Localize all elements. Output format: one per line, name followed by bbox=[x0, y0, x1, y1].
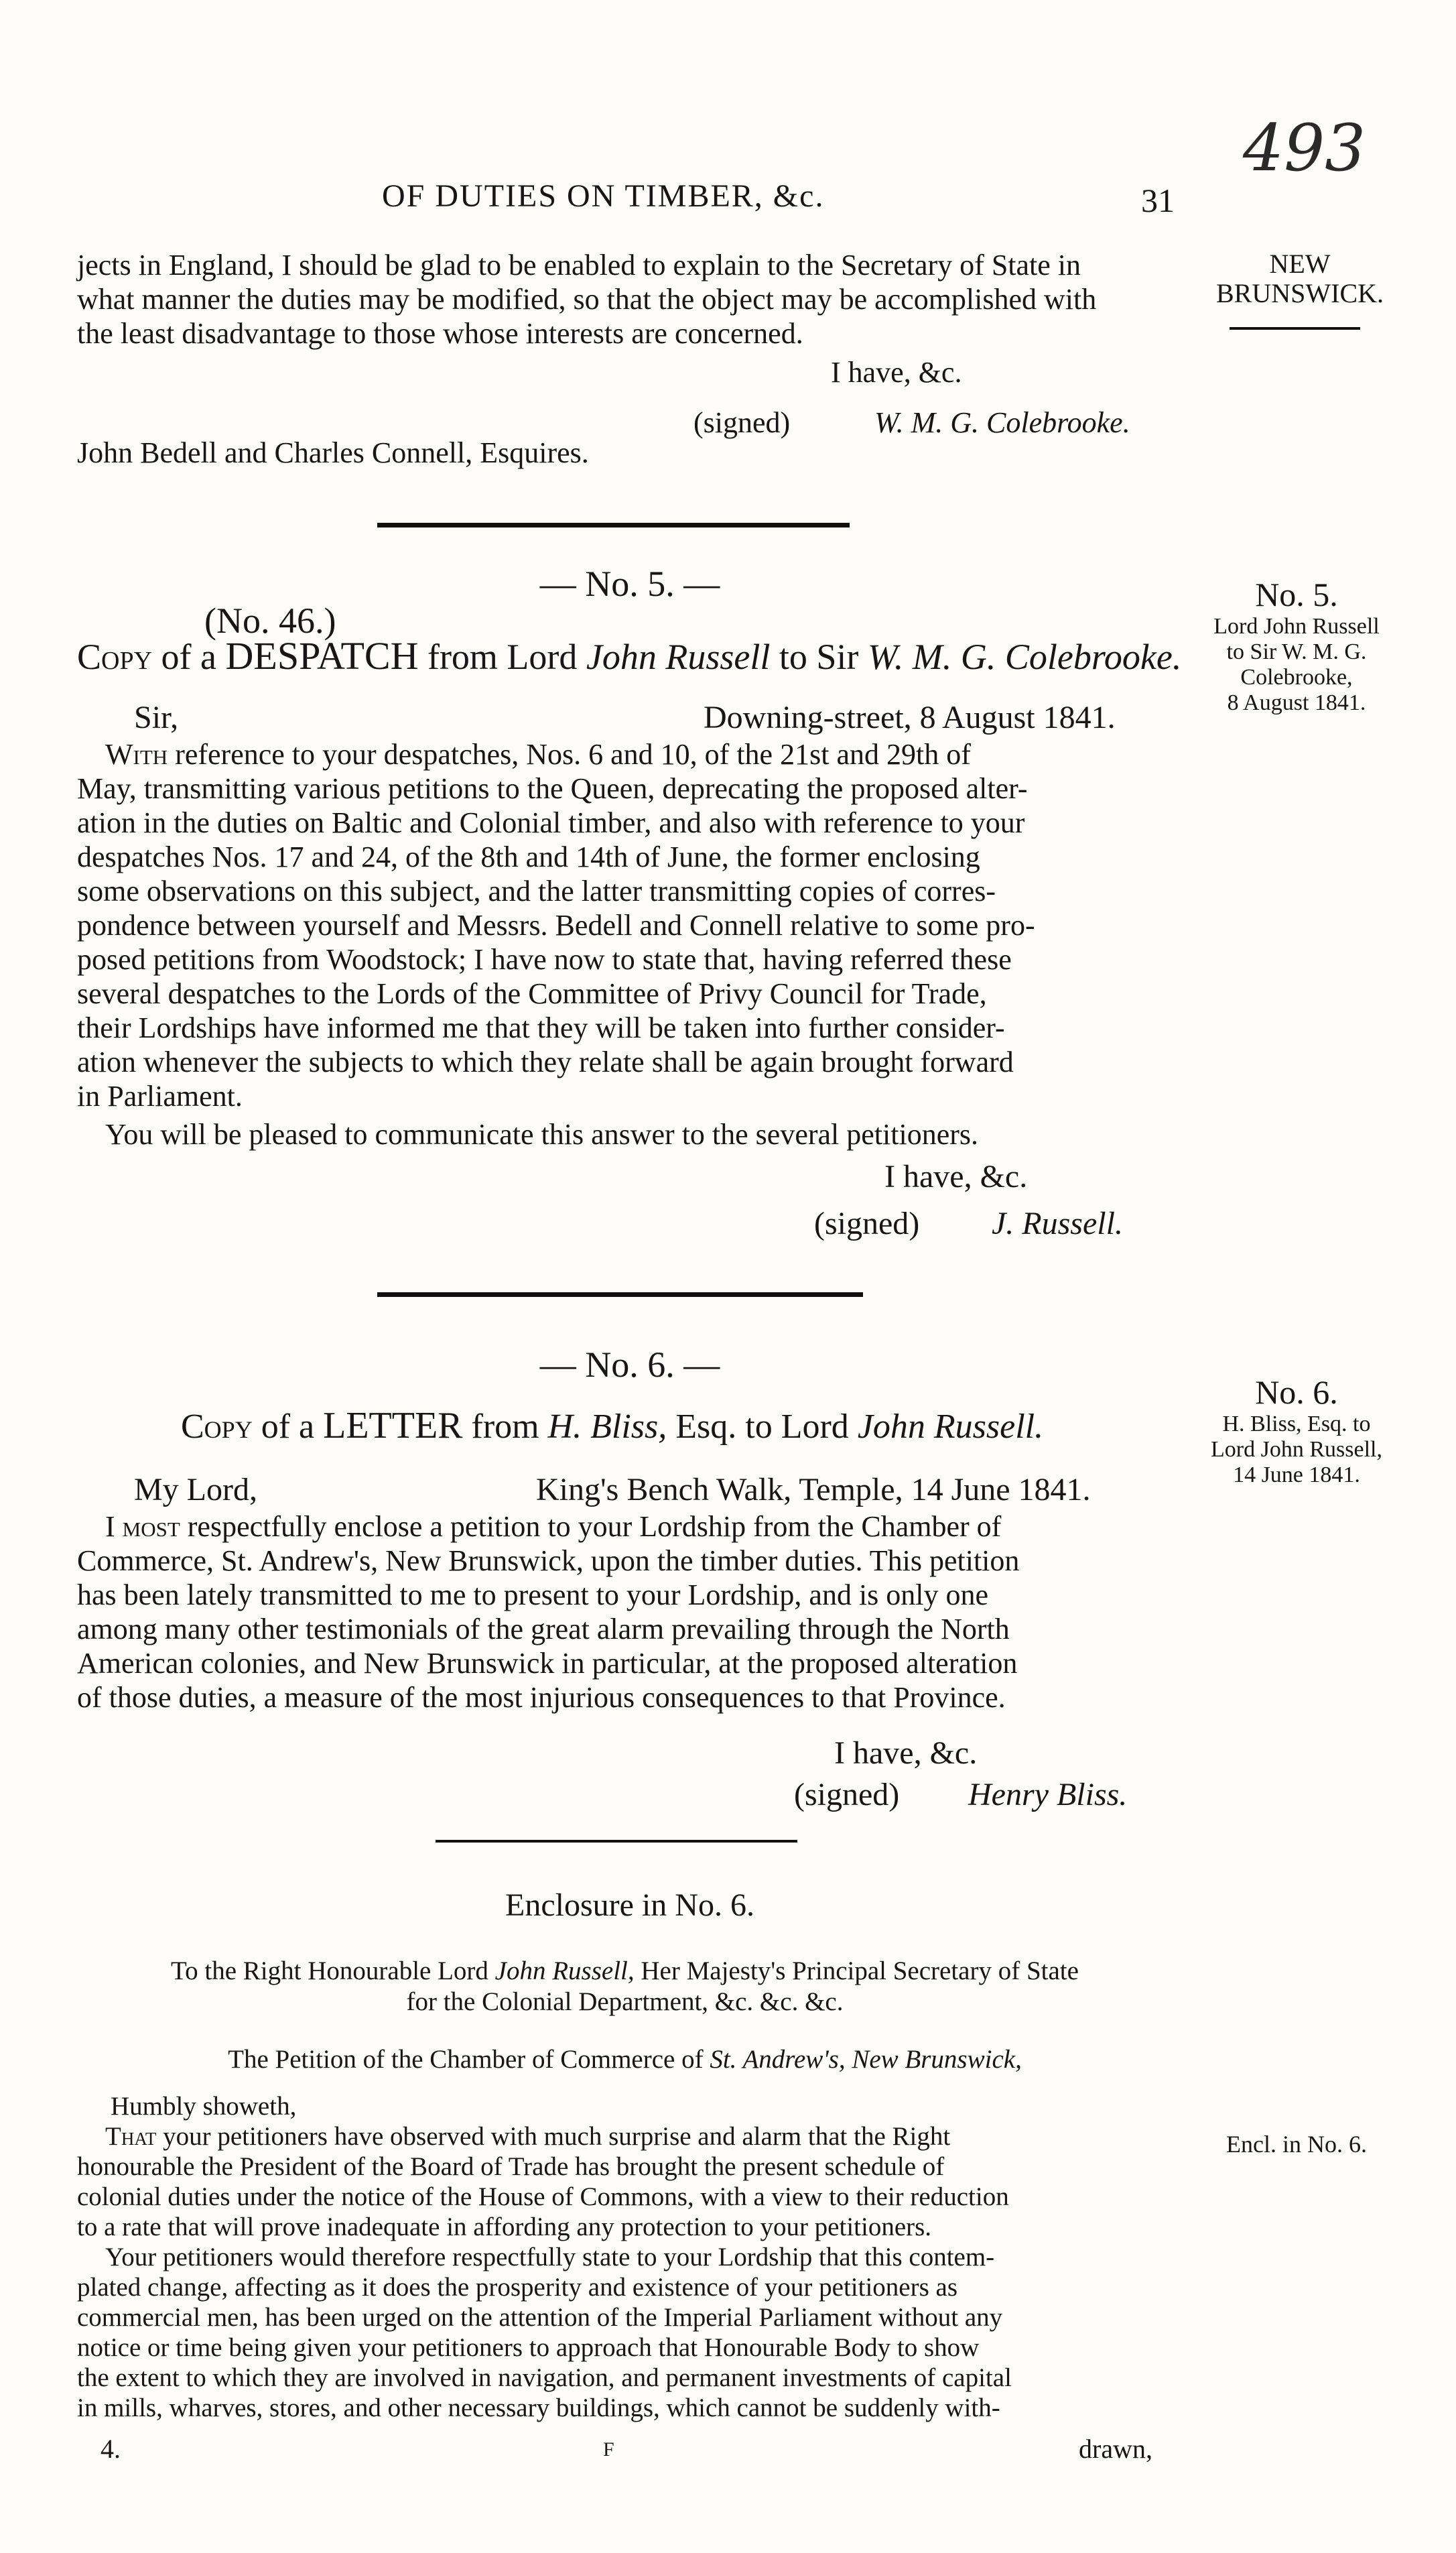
no6-salutation: My Lord, bbox=[134, 1472, 257, 1507]
text-run-italic: St. Andrew's, New Brunswick, bbox=[710, 2045, 1022, 2074]
text-run: your petitioners have observed with much surprise and alarm that the Right bbox=[163, 2122, 951, 2151]
no6-body bbox=[77, 1509, 1169, 1715]
enclosure-para1-line: honourable the President of the Board of Trade has brought the present schedule of bbox=[77, 2152, 945, 2181]
title-recipient: W. M. G. Colebrooke. bbox=[867, 637, 1182, 677]
text-run: Her Majesty's Principal Secretary of State bbox=[641, 1956, 1079, 1985]
margin-line: Colebrooke, bbox=[1240, 665, 1353, 690]
page-number: 31 bbox=[1141, 182, 1175, 219]
section-rule-thin bbox=[436, 1840, 797, 1843]
margin-colony-line2: BRUNSWICK. bbox=[1215, 278, 1384, 308]
footer-catchword: drawn, bbox=[1079, 2434, 1152, 2464]
no5-para1-line: their Lordships have informed me that they will be taken into further consider- bbox=[77, 1011, 1005, 1044]
continuation-line: jects in England, I should be glad to be enabled to explain to the Secretary of State in bbox=[77, 249, 1081, 282]
footer-signature-letter: F bbox=[603, 2438, 614, 2461]
margin-line: Lord John Russell bbox=[1213, 614, 1380, 639]
enclosure-para1-line: colonial duties under the notice of the House of Commons, with a view to their reduction bbox=[77, 2182, 1009, 2211]
margin-line: 14 June 1841. bbox=[1233, 1462, 1360, 1487]
enclosure-para2-line: plated change, affecting as it does the prosperity and existence of your petitioners as bbox=[77, 2273, 958, 2302]
no6-dateline: King's Bench Walk, Temple, 14 June 1841. bbox=[536, 1472, 1091, 1507]
margin-colony-line1: NEW bbox=[1269, 249, 1331, 279]
no5-body bbox=[77, 737, 1169, 1151]
no6-title bbox=[181, 1404, 1119, 1447]
no5-para1-line: pondence between yourself and Messrs. Bedell and Connell relative to some pro- bbox=[77, 909, 1035, 942]
title-recipient: John Russell. bbox=[857, 1408, 1044, 1446]
no5-ref: (No. 46.) bbox=[204, 601, 336, 641]
no6-para1-line: has been lately transmitted to me to present to your Lordship, and is only one bbox=[77, 1578, 989, 1611]
address-line-2: for the Colonial Department, &c. &c. &c. bbox=[406, 1987, 844, 2016]
section-rule bbox=[377, 1292, 863, 1297]
enclosure-para1-line: to a rate that will prove inadequate in affording any protection to your petitioners. bbox=[77, 2213, 932, 2241]
enclosure-para2-line: in mills, wharves, stores, and other necessary buildings, which cannot be suddenly with- bbox=[77, 2393, 1000, 2422]
no6-para1-line: American colonies, and New Brunswick in particular, at the proposed alteration bbox=[77, 1647, 1018, 1680]
no5-para1-line: despatches Nos. 17 and 24, of the 8th and 14th of June, the former enclosing bbox=[77, 840, 980, 873]
no6-para1-line: among many other testimonials of the great alarm prevailing through the North bbox=[77, 1613, 1010, 1645]
enclosure-para2-line: Your petitioners would therefore respectfully state to your Lordship that this contem- bbox=[105, 2243, 995, 2271]
title-of-a: of a bbox=[161, 637, 216, 677]
footer-signature-mark-left: 4. bbox=[101, 2434, 121, 2464]
enclosure-margin-note: Encl. in No. 6. bbox=[1226, 2131, 1367, 2158]
lead-word: That bbox=[105, 2122, 157, 2151]
continuation-line: the least disadvantage to those whose interests are concerned. bbox=[77, 317, 803, 350]
no5-signed: (signed) bbox=[814, 1206, 920, 1241]
no5-dateline: Downing-street, 8 August 1841. bbox=[704, 700, 1116, 735]
enclosure-heading: Enclosure in No. 6. bbox=[505, 1887, 754, 1923]
petition-title bbox=[74, 2044, 1176, 2074]
no6-margin-note bbox=[1186, 1373, 1407, 1488]
no5-margin-note bbox=[1189, 575, 1404, 716]
margin-line: H. Bliss, Esq. to bbox=[1222, 1412, 1371, 1436]
handwritten-folio-number: 493 bbox=[1243, 111, 1366, 186]
no5-para1-line: some observations on this subject, and the latter transmitting copies of corres- bbox=[77, 875, 996, 908]
text-run-italic: John Russell, bbox=[494, 1956, 635, 1985]
title-sender: John Russell bbox=[586, 637, 771, 677]
enclosure-body bbox=[77, 2121, 1169, 2423]
text-run: respectfully enclose a petition to your Lordship from the Chamber of bbox=[187, 1510, 1002, 1543]
enclosure-address bbox=[74, 1956, 1176, 2017]
enclosure-para2-line: the extent to which they are involved in navigation, and permanent investments of capital bbox=[77, 2363, 1012, 2392]
text-run: To the Right Honourable Lord bbox=[171, 1956, 488, 1985]
no6-closing: I have, &c. bbox=[834, 1735, 978, 1771]
enclosure-para1-line bbox=[77, 2121, 1169, 2152]
title-type: DESPATCH bbox=[225, 634, 419, 678]
no6-signature: Henry Bliss. bbox=[968, 1777, 1128, 1812]
signed-label: (signed) bbox=[693, 406, 791, 439]
no5-heading: — No. 5. — bbox=[539, 564, 720, 604]
title-of-a: of a bbox=[261, 1408, 315, 1446]
margin-line: Lord John Russell, bbox=[1211, 1437, 1382, 1462]
no6-para1-line: Commerce, St. Andrew's, New Brunswick, upon the timber duties. This petition bbox=[77, 1544, 1020, 1577]
enclosure-para2-line: notice or time being given your petitioners to approach that Honourable Body to show bbox=[77, 2333, 980, 2362]
no5-para1-line: posed petitions from Woodstock; I have now to state that, having referred these bbox=[77, 943, 1012, 976]
title-type: LETTER bbox=[323, 1405, 463, 1446]
no5-title bbox=[77, 633, 1183, 678]
title-from: from bbox=[471, 1408, 539, 1446]
margin-rule bbox=[1230, 327, 1360, 330]
closing-have: I have, &c. bbox=[831, 356, 962, 389]
no5-para1-line: in Parliament. bbox=[77, 1080, 243, 1113]
address-line-1 bbox=[74, 1956, 1176, 1987]
humbly-showeth: Humbly showeth, bbox=[111, 2092, 297, 2121]
title-sender: H. Bliss, bbox=[547, 1408, 667, 1446]
margin-line: to Sir W. M. G. bbox=[1226, 639, 1367, 664]
no6-heading: — No. 6. — bbox=[539, 1345, 720, 1385]
continuation-line: what manner the duties may be modified, so that the object may be accomplished with bbox=[77, 283, 1097, 316]
section-rule bbox=[377, 523, 850, 527]
title-copy: Copy bbox=[181, 1408, 253, 1446]
signature-colebrooke: W. M. G. Colebrooke. bbox=[874, 406, 1130, 439]
title-mid: Esq. to Lord bbox=[675, 1408, 849, 1446]
no5-para1-line: ation in the duties on Baltic and Colonial timber, and also with reference to your bbox=[77, 806, 1025, 839]
no6-signed: (signed) bbox=[794, 1777, 900, 1812]
title-from: from Lord bbox=[427, 637, 578, 677]
continuation-block bbox=[77, 248, 1169, 351]
no6-para1-line: of those duties, a measure of the most injurious consequences to that Province. bbox=[77, 1681, 1006, 1714]
no5-para1-line: several despatches to the Lords of the Committee of Privy Council for Trade, bbox=[77, 977, 987, 1010]
text-run: The Petition of the Chamber of Commerce of bbox=[228, 2045, 704, 2074]
margin-no6: No. 6. bbox=[1255, 1373, 1338, 1411]
title-copy: Copy bbox=[77, 637, 153, 677]
no5-signature: J. Russell. bbox=[992, 1206, 1123, 1241]
enclosure-para2-line: commercial men, has been urged on the attention of the Imperial Parliament without any bbox=[77, 2303, 1003, 2332]
lead-word: I most bbox=[105, 1510, 180, 1543]
no6-para1-line bbox=[77, 1509, 1169, 1544]
lead-word: With bbox=[105, 738, 168, 771]
no5-para2: You will be pleased to communicate this answer to the several petitioners. bbox=[105, 1118, 979, 1151]
margin-line: 8 August 1841. bbox=[1227, 690, 1366, 715]
no5-para1-line bbox=[77, 737, 1169, 771]
title-to: to Sir bbox=[779, 637, 859, 677]
no5-para1-line: May, transmitting various petitions to the Queen, deprecating the proposed alter- bbox=[77, 772, 1028, 805]
margin-colony-title bbox=[1199, 249, 1400, 308]
running-head: OF DUTIES ON TIMBER, &c. bbox=[382, 178, 825, 214]
text-run: reference to your despatches, Nos. 6 and 10, of the 21st and 29th of bbox=[175, 738, 971, 771]
no5-closing: I have, &c. bbox=[884, 1159, 1028, 1194]
no5-salutation: Sir, bbox=[134, 700, 179, 735]
addressee: John Bedell and Charles Connell, Esquires. bbox=[77, 436, 589, 469]
no5-para1-line: ation whenever the subjects to which they relate shall be again brought forward bbox=[77, 1046, 1014, 1078]
margin-no5: No. 5. bbox=[1255, 576, 1338, 613]
